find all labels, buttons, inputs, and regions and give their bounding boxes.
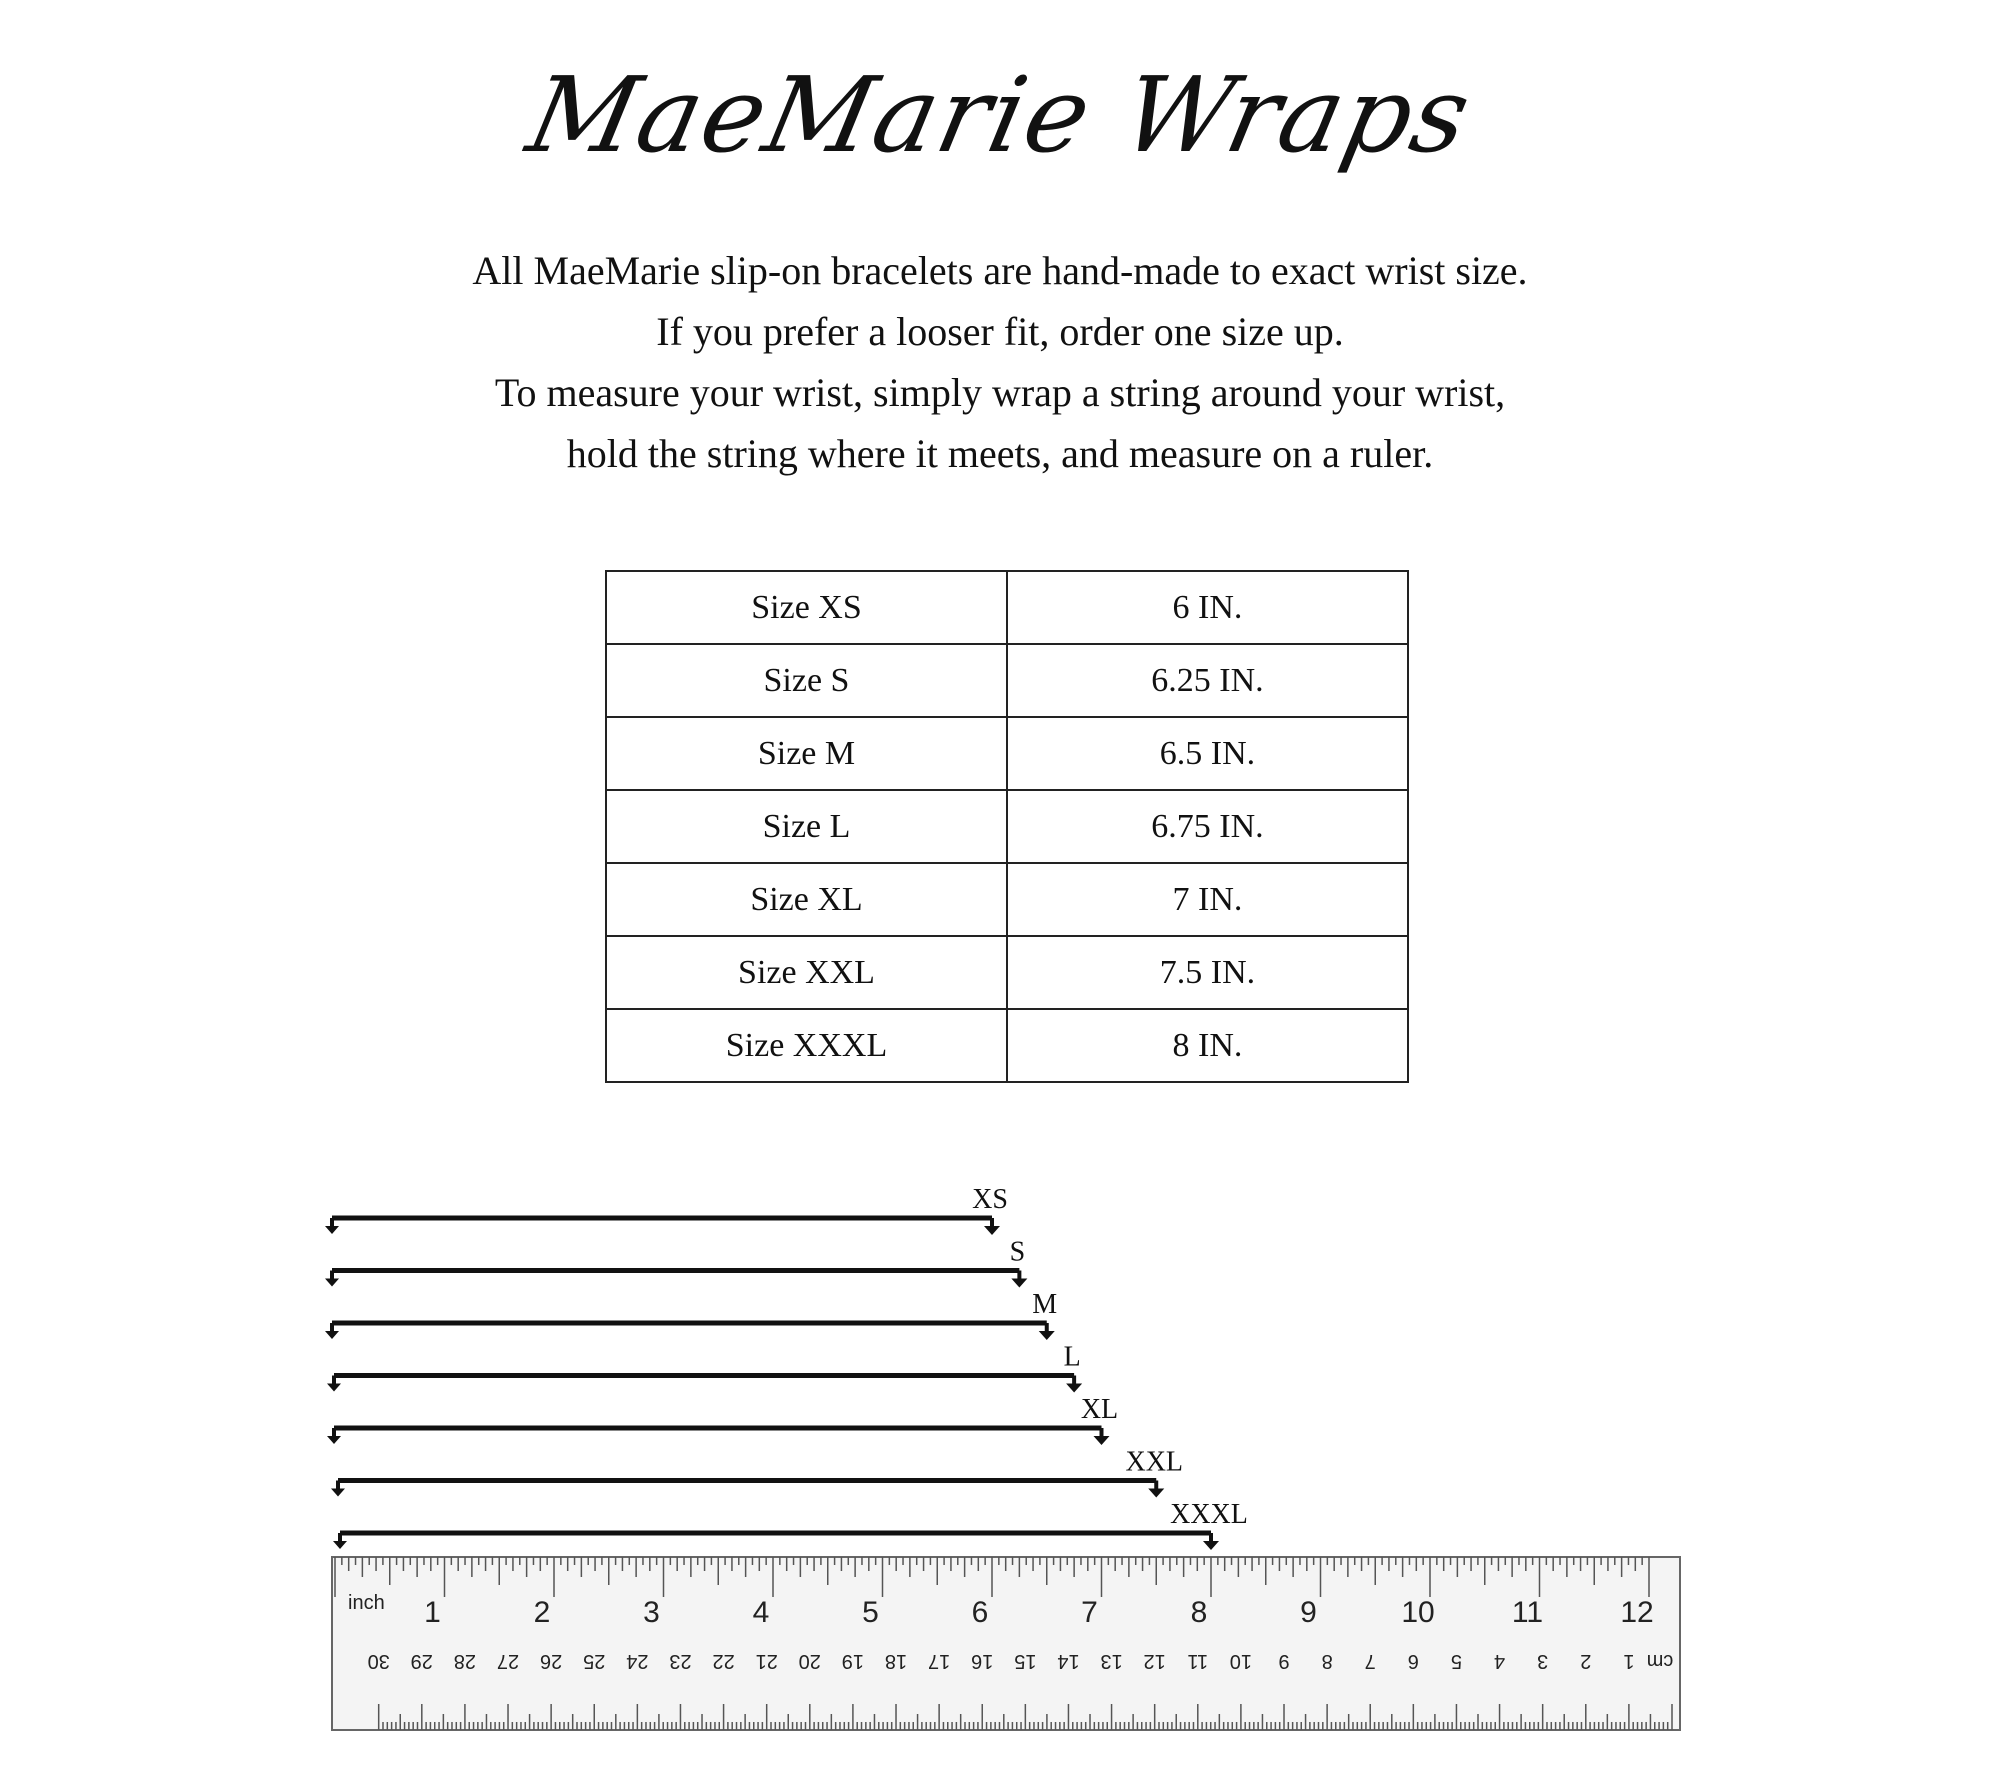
- cm-number: 28: [453, 1650, 477, 1672]
- cm-number: 23: [669, 1650, 692, 1672]
- size-bars: [325, 1184, 1248, 1550]
- size-bar: [327, 1394, 1118, 1445]
- bar-label: S: [1009, 1236, 1026, 1268]
- bar-right-arrow: [984, 1226, 1000, 1235]
- bar-right-arrow: [1203, 1541, 1219, 1550]
- cm-number: 20: [798, 1650, 821, 1672]
- cm-number: 7: [1364, 1650, 1376, 1672]
- bar-left-arrow: [327, 1384, 341, 1392]
- cm-number: 13: [1100, 1650, 1123, 1672]
- inch-number: 4: [752, 1596, 770, 1629]
- bar-left-arrow: [327, 1436, 341, 1444]
- cm-number: 4: [1493, 1650, 1506, 1672]
- cm-number: 11: [1187, 1650, 1209, 1672]
- cm-number: 2: [1580, 1650, 1592, 1672]
- inch-unit-label: inch: [348, 1592, 385, 1614]
- size-cell: Size XL: [606, 863, 1007, 936]
- size-cell: Size M: [606, 717, 1007, 790]
- length-cell: 8 IN.: [1007, 1009, 1408, 1082]
- cm-number: 26: [540, 1650, 563, 1672]
- intro-line: hold the string where it meets, and measure on a ruler.: [566, 431, 1434, 476]
- cm-number: 8: [1321, 1650, 1333, 1672]
- size-cell: Size S: [606, 644, 1007, 717]
- cm-number: 30: [367, 1650, 390, 1672]
- cm-number: 25: [583, 1650, 606, 1672]
- inch-number: 11: [1511, 1596, 1544, 1629]
- bar-right-arrow: [1011, 1279, 1027, 1288]
- inch-number: 10: [1401, 1596, 1435, 1629]
- bar-label: XXXL: [1170, 1499, 1248, 1530]
- size-bar: [331, 1447, 1183, 1498]
- size-bar: [333, 1499, 1248, 1550]
- bar-left-arrow: [325, 1331, 339, 1339]
- ruler: [332, 1557, 1680, 1730]
- length-cell: 6 IN.: [1007, 571, 1408, 644]
- bar-left-arrow: [325, 1279, 339, 1287]
- intro-line: All MaeMarie slip-on bracelets are hand-made to exact wrist size.: [472, 248, 1528, 293]
- size-bar: [327, 1342, 1082, 1393]
- brand-title: MaeMarie Wraps: [518, 54, 1482, 176]
- bar-label: L: [1063, 1341, 1081, 1373]
- length-cell: 6.75 IN.: [1007, 790, 1408, 863]
- cm-number: 1: [1623, 1650, 1635, 1672]
- bar-right-arrow: [1039, 1331, 1055, 1340]
- length-cell: 7.5 IN.: [1007, 936, 1408, 1009]
- size-bar: [325, 1237, 1027, 1288]
- bar-label: XXL: [1125, 1446, 1184, 1478]
- cm-number: 27: [496, 1650, 520, 1672]
- bar-label: XS: [972, 1184, 1008, 1215]
- bar-left-arrow: [325, 1226, 339, 1234]
- cm-number: 14: [1057, 1650, 1080, 1672]
- cm-number: 24: [626, 1650, 649, 1672]
- cm-number: 19: [841, 1650, 865, 1672]
- cm-number: 12: [1143, 1650, 1166, 1672]
- bar-label: XL: [1080, 1394, 1119, 1425]
- length-cell: 6.25 IN.: [1007, 644, 1408, 717]
- size-cell: Size XXXL: [606, 1009, 1007, 1082]
- bar-left-arrow: [331, 1489, 345, 1497]
- cm-number: 29: [410, 1650, 433, 1672]
- cm-number: 18: [884, 1650, 908, 1672]
- intro-line: If you prefer a looser fit, order one size up.: [656, 309, 1344, 354]
- inch-number: 3: [643, 1596, 660, 1629]
- bar-right-arrow: [1094, 1436, 1110, 1445]
- bar-label: M: [1032, 1289, 1058, 1320]
- intro-line: To measure your wrist, simply wrap a string around your wrist,: [494, 370, 1506, 415]
- cm-number: 17: [928, 1650, 951, 1672]
- cm-number: 3: [1537, 1650, 1549, 1672]
- cm-number: 5: [1450, 1650, 1463, 1672]
- inch-number: 1: [424, 1596, 441, 1629]
- size-bar: [325, 1184, 1008, 1235]
- cm-number: 10: [1229, 1650, 1253, 1672]
- inch-number: 8: [1190, 1596, 1208, 1629]
- cm-number: 16: [971, 1650, 994, 1672]
- inch-number: 5: [862, 1596, 879, 1629]
- cm-number: 6: [1407, 1650, 1419, 1672]
- size-bar: [325, 1289, 1057, 1340]
- bar-right-arrow: [1148, 1489, 1164, 1498]
- inch-number: 7: [1081, 1596, 1098, 1629]
- size-cell: Size L: [606, 790, 1007, 863]
- length-cell: 7 IN.: [1007, 863, 1408, 936]
- length-cell: 6.5 IN.: [1007, 717, 1408, 790]
- ruler-body: [332, 1557, 1680, 1730]
- bar-right-arrow: [1066, 1384, 1082, 1393]
- cm-number: 21: [755, 1650, 778, 1672]
- bar-left-arrow: [333, 1541, 347, 1549]
- inch-number: 2: [533, 1596, 551, 1629]
- inch-number: 12: [1620, 1596, 1654, 1629]
- inch-number: 6: [971, 1596, 989, 1629]
- size-cell: Size XS: [606, 571, 1007, 644]
- cm-number: 22: [712, 1650, 735, 1672]
- inch-number: 9: [1300, 1596, 1317, 1629]
- size-cell: Size XXL: [606, 936, 1007, 1009]
- cm-number: 9: [1278, 1650, 1290, 1672]
- cm-unit-label: cm: [1646, 1650, 1674, 1672]
- cm-number: 15: [1014, 1650, 1037, 1672]
